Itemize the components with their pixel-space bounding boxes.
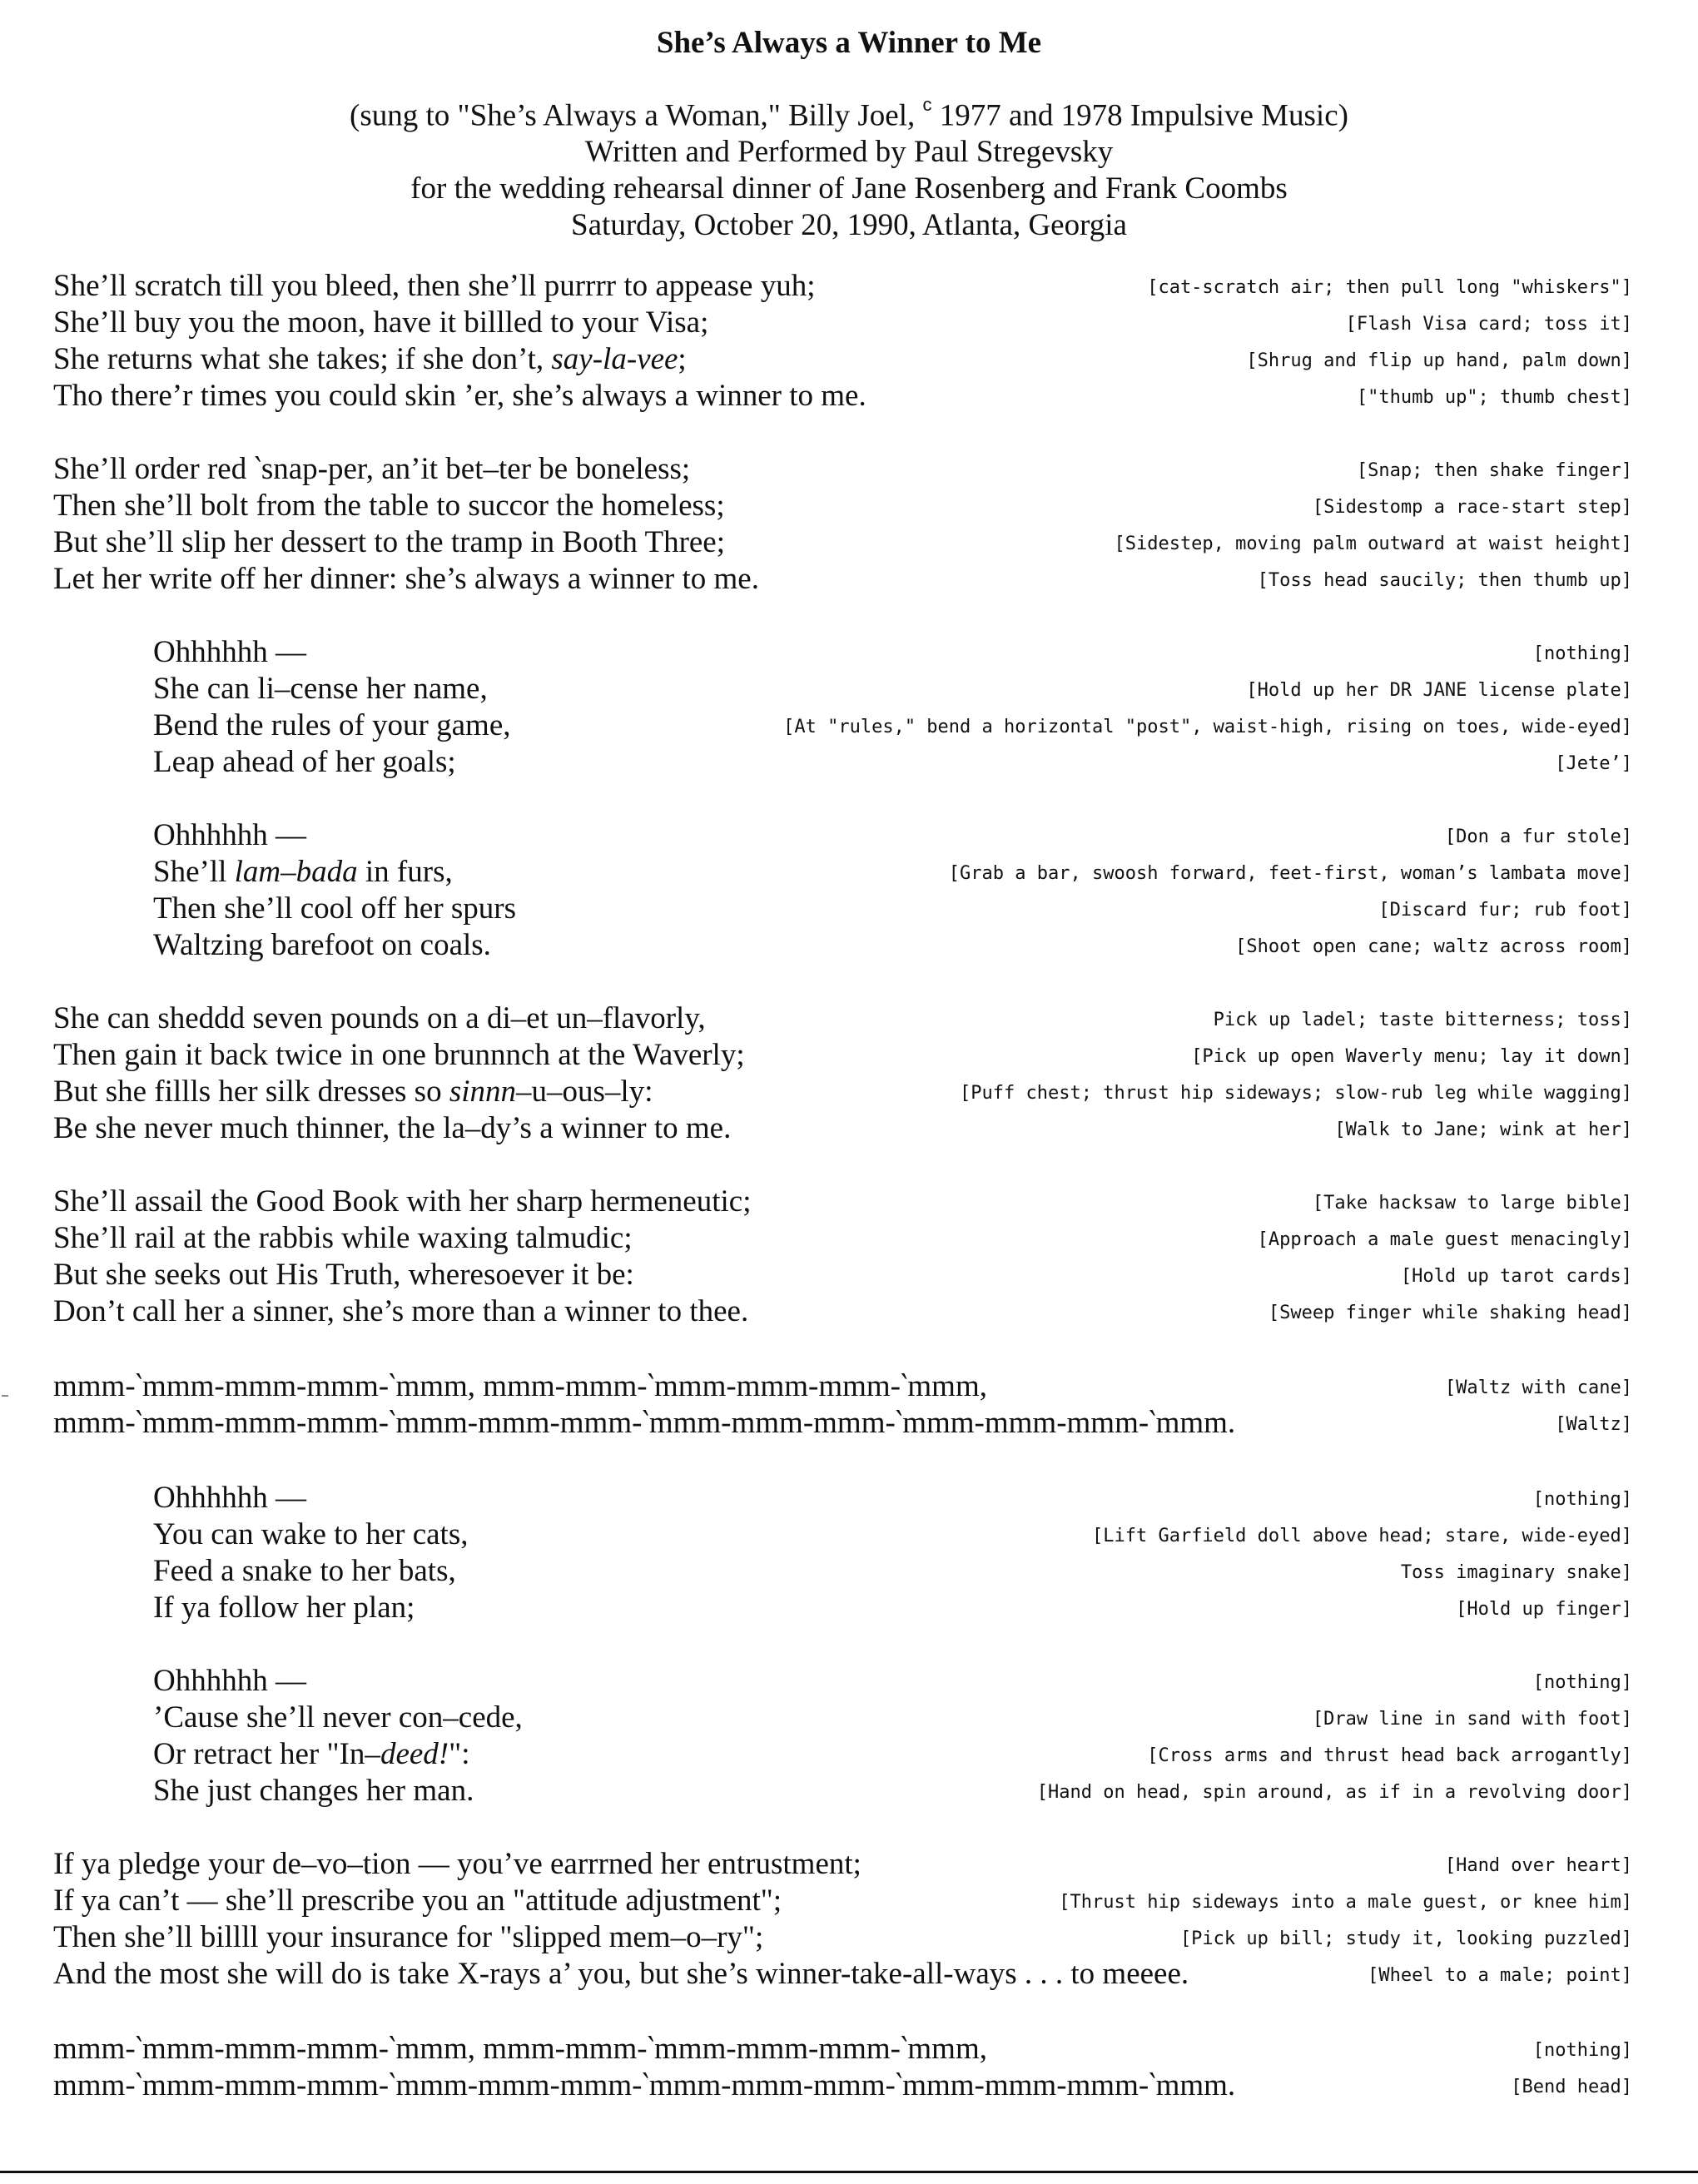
lyric-row [0,854,1698,891]
lyric-line: Then she’ll billll your insurance for "slipped mem–o–ry"; [53,1920,764,1954]
lyric-row [0,1037,1698,1074]
lyric-line: She returns what she takes; if she don’t, say-la-vee; [53,342,687,376]
lyric-line: She’ll assail the Good Book with her sharp hermeneutic; [53,1184,752,1219]
song-credits [0,90,1698,244]
stage-direction: [Sidestomp a race-start step] [1312,497,1632,518]
stage-direction: [Bend head] [1511,2077,1632,2097]
lyric-line: She can li–cense her name, [153,672,488,706]
credits-line [0,171,1698,207]
stage-direction: [Waltz] [1555,1414,1632,1435]
credits-text: for the wedding rehearsal dinner of Jane Rosenberg and Frank Coombs [410,171,1288,206]
lyric-line: She’ll scratch till you bleed, then she’ll purrrr to appease yuh; [53,269,816,303]
lyric-row [0,634,1698,671]
stage-direction: [Snap; then shake finger] [1356,460,1632,481]
lyric-line: Feed a snake to her bats, [153,1554,456,1588]
lyric-row [0,2031,1698,2067]
credits-text: Saturday, October 20, 1990, Atlanta, Georgia [571,208,1127,243]
lyric-line: Then she’ll bolt from the table to succor the homeless; [53,489,725,523]
lyric-line: Ohhhhhh –– [153,635,306,669]
lyric-line: If ya can’t –– she’ll prescribe you an "attitude adjustment"; [53,1884,782,1918]
lyric-line: Ohhhhhh –– [153,1481,306,1515]
lyric-line: mmm-‵mmm-mmm-mmm-‵mmm-mmm-mmm-‵mmm-mmm-mmm-‵mmm-mmm-mmm-‵mmm. [53,1406,1236,1440]
stage-direction: ["thumb up"; thumb chest] [1356,387,1632,408]
stage-direction: [nothing] [1532,1672,1632,1693]
stage-direction: [nothing] [1532,2040,1632,2061]
lyric-row [0,561,1698,598]
lyric-line: Be she never much thinner, the la–dy’s a winner to me. [53,1111,732,1145]
lyric-line: Don’t call her a sinner, she’s more than a winner to thee. [53,1294,749,1328]
stage-direction: Pick up ladel; taste bitterness; toss] [1213,1010,1632,1030]
lyric-line: Then she’ll cool off her spurs [153,891,517,926]
lyric-line: She’ll order red ‵snap-per, an’it bet–ter be boneless; [53,452,691,486]
lyric-row [0,1000,1698,1037]
lyric-row [0,744,1698,781]
lyric-row [0,378,1698,414]
lyric-line: She’ll lam–bada in furs, [153,855,453,889]
lyric-row [0,1184,1698,1220]
stage-direction: [Grab a bar, swoosh forward, feet-first, woman’s lambata move] [948,863,1632,884]
stage-direction: [Shoot open cane; waltz across room] [1235,936,1632,957]
lyric-row [0,1663,1698,1700]
stage-direction: [Waltz with cane] [1444,1377,1632,1398]
lyric-row [0,341,1698,378]
credits-text: Written and Performed by Paul Stregevsky [584,135,1114,170]
lyric-line: mmm-‵mmm-mmm-mmm-‵mmm-mmm-mmm-‵mmm-mmm-mmm-‵mmm-mmm-mmm-‵mmm. [53,2068,1236,2102]
lyric-line: She just changes her man. [153,1774,474,1808]
lyric-line: mmm-‵mmm-mmm-mmm-‵mmm, mmm-mmm-‵mmm-mmm-mmm-‵mmm, [53,1369,987,1403]
lyric-line: Ohhhhhh –– [153,818,306,852]
lyric-row [0,488,1698,524]
lyric-row [0,1773,1698,1809]
stage-direction: [Pick up bill; study it, looking puzzled] [1179,1928,1632,1949]
emphasis: sinnn [449,1075,517,1109]
lyric-row [0,1368,1698,1405]
stage-direction: [Draw line in sand with foot] [1312,1709,1632,1730]
lyric-row [0,1883,1698,1919]
lyric-row [0,1700,1698,1736]
lyric-row [0,1590,1698,1626]
song-title: She’s Always a Winner to Me [656,26,1042,60]
lyric-line: Then gain it back twice in one brunnnch at the Waverly; [53,1038,745,1072]
lyric-row [0,891,1698,927]
lyric-row [0,1110,1698,1147]
lyric-line: Tho there’r times you could skin ’er, she’s always a winner to me. [53,379,866,413]
stage-direction: [Jete’] [1555,753,1632,774]
lyric-row [0,1293,1698,1330]
stage-direction: [nothing] [1532,643,1632,664]
stage-direction: [Hold up her DR JANE license plate] [1246,680,1632,701]
emphasis: lam–bada [234,855,358,889]
lyric-line: She’ll rail at the rabbis while waxing talmudic; [53,1221,633,1255]
stage-direction: [Don a fur stole] [1444,826,1632,847]
lyric-line: If ya follow her plan; [153,1591,415,1625]
lyric-row [0,1074,1698,1110]
lyric-line: But she’ll slip her dessert to the tramp in Booth Three; [53,525,726,559]
lyric-row [0,1405,1698,1442]
stage-direction: [Hand over heart] [1444,1855,1632,1876]
lyric-line: But she seeks out His Truth, wheresoever it be: [53,1258,634,1292]
stage-direction: [Hand on head, spin around, as if in a revolving door] [1036,1782,1632,1803]
lyric-row [0,707,1698,744]
lyric-line: She’ll buy you the moon, have it billled to your Visa; [53,305,709,340]
credits-line [0,134,1698,171]
stage-direction: [Wheel to a male; point] [1368,1965,1632,1986]
lyric-line: Ohhhhhh –– [153,1664,306,1698]
stage-direction: [Sweep finger while shaking head] [1268,1303,1632,1323]
bottom-rule [0,2171,1698,2173]
stage-direction: [Toss head saucily; then thumb up] [1257,570,1632,591]
lyric-line: And the most she will do is take X-rays a’ you, but she’s winner-take-all-ways . . . to meeee. [53,1957,1189,1991]
lyric-line: Leap ahead of her goals; [153,745,456,779]
stage-direction: [Sidestep, moving palm outward at waist height] [1114,534,1632,554]
stage-direction: [Lift Garfield doll above head; stare, wide-eyed] [1091,1526,1632,1546]
lyric-row [0,1220,1698,1257]
lyric-row [0,2067,1698,2104]
stage-direction: [nothing] [1532,1489,1632,1510]
lyric-line: If ya pledge your de–vo–tion –– you’ve earrrned her entrustment; [53,1847,861,1881]
stage-direction: Toss imaginary snake] [1400,1562,1632,1583]
lyric-line: mmm-‵mmm-mmm-mmm-‵mmm, mmm-mmm-‵mmm-mmm-mmm-‵mmm, [53,2032,987,2066]
lyric-line: She can sheddd seven pounds on a di–et un–flavorly, [53,1001,706,1035]
lyric-row [0,305,1698,341]
stage-direction: [Cross arms and thrust head back arrogantly] [1147,1745,1632,1766]
stage-direction: [Flash Visa card; toss it] [1345,314,1632,335]
lyric-line: ’Cause she’ll never con–cede, [153,1700,523,1735]
lyric-line: You can wake to her cats, [153,1517,469,1551]
lyric-row [0,1956,1698,1993]
copyright-mark: c [922,94,932,115]
stage-direction: [Hold up tarot cards] [1400,1266,1632,1287]
lyric-row [0,817,1698,854]
lyric-row [0,524,1698,561]
credits-line [0,90,1698,134]
stage-direction: [Puff chest; thrust hip sideways; slow-rub leg while wagging] [960,1083,1632,1104]
lyric-row [0,1516,1698,1553]
lyric-line: Let her write off her dinner: she’s always a winner to me. [53,562,759,596]
margin-tick [2,1395,8,1397]
lyric-row [0,1919,1698,1956]
lyric-line: Bend the rules of your game, [153,708,511,742]
lyric-row [0,268,1698,305]
lyric-row [0,1553,1698,1590]
lyric-line: Waltzing barefoot on coals. [153,928,491,962]
lyric-row [0,1736,1698,1773]
emphasis: say-la-vee [551,342,678,376]
stage-direction: [Approach a male guest menacingly] [1257,1229,1632,1250]
stage-direction: [At "rules," bend a horizontal "post", waist-high, rising on toes, wide-eyed] [783,717,1632,737]
stage-direction: [Walk to Jane; wink at her] [1334,1119,1632,1140]
lyric-row [0,451,1698,488]
stage-direction: [Pick up open Waverly menu; lay it down] [1191,1046,1632,1067]
stage-direction: [cat-scratch air; then pull long "whiskers"] [1147,277,1632,298]
stage-direction: [Hold up finger] [1456,1599,1632,1620]
lyric-line: But she fillls her silk dresses so sinnn–u–ous–ly: [53,1075,653,1109]
credits-line [0,207,1698,244]
credits-text: 1977 and 1978 Impulsive Music) [931,98,1348,133]
stage-direction: [Shrug and flip up hand, palm down] [1246,350,1632,371]
lyric-row [0,671,1698,707]
emphasis: deed! [380,1737,449,1771]
lyric-row [0,1257,1698,1293]
stage-direction: [Discard fur; rub foot] [1378,900,1632,921]
stage-direction: [Take hacksaw to large bible] [1312,1193,1632,1214]
lyric-row [0,927,1698,964]
lyric-row [0,1480,1698,1516]
stage-direction: [Thrust hip sideways into a male guest, or knee him] [1059,1892,1632,1913]
credits-text: (sung to "She’s Always a Woman," Billy Joel, [350,98,923,133]
lyric-row [0,1846,1698,1883]
lyric-line: Or retract her "In–deed!": [153,1737,470,1771]
